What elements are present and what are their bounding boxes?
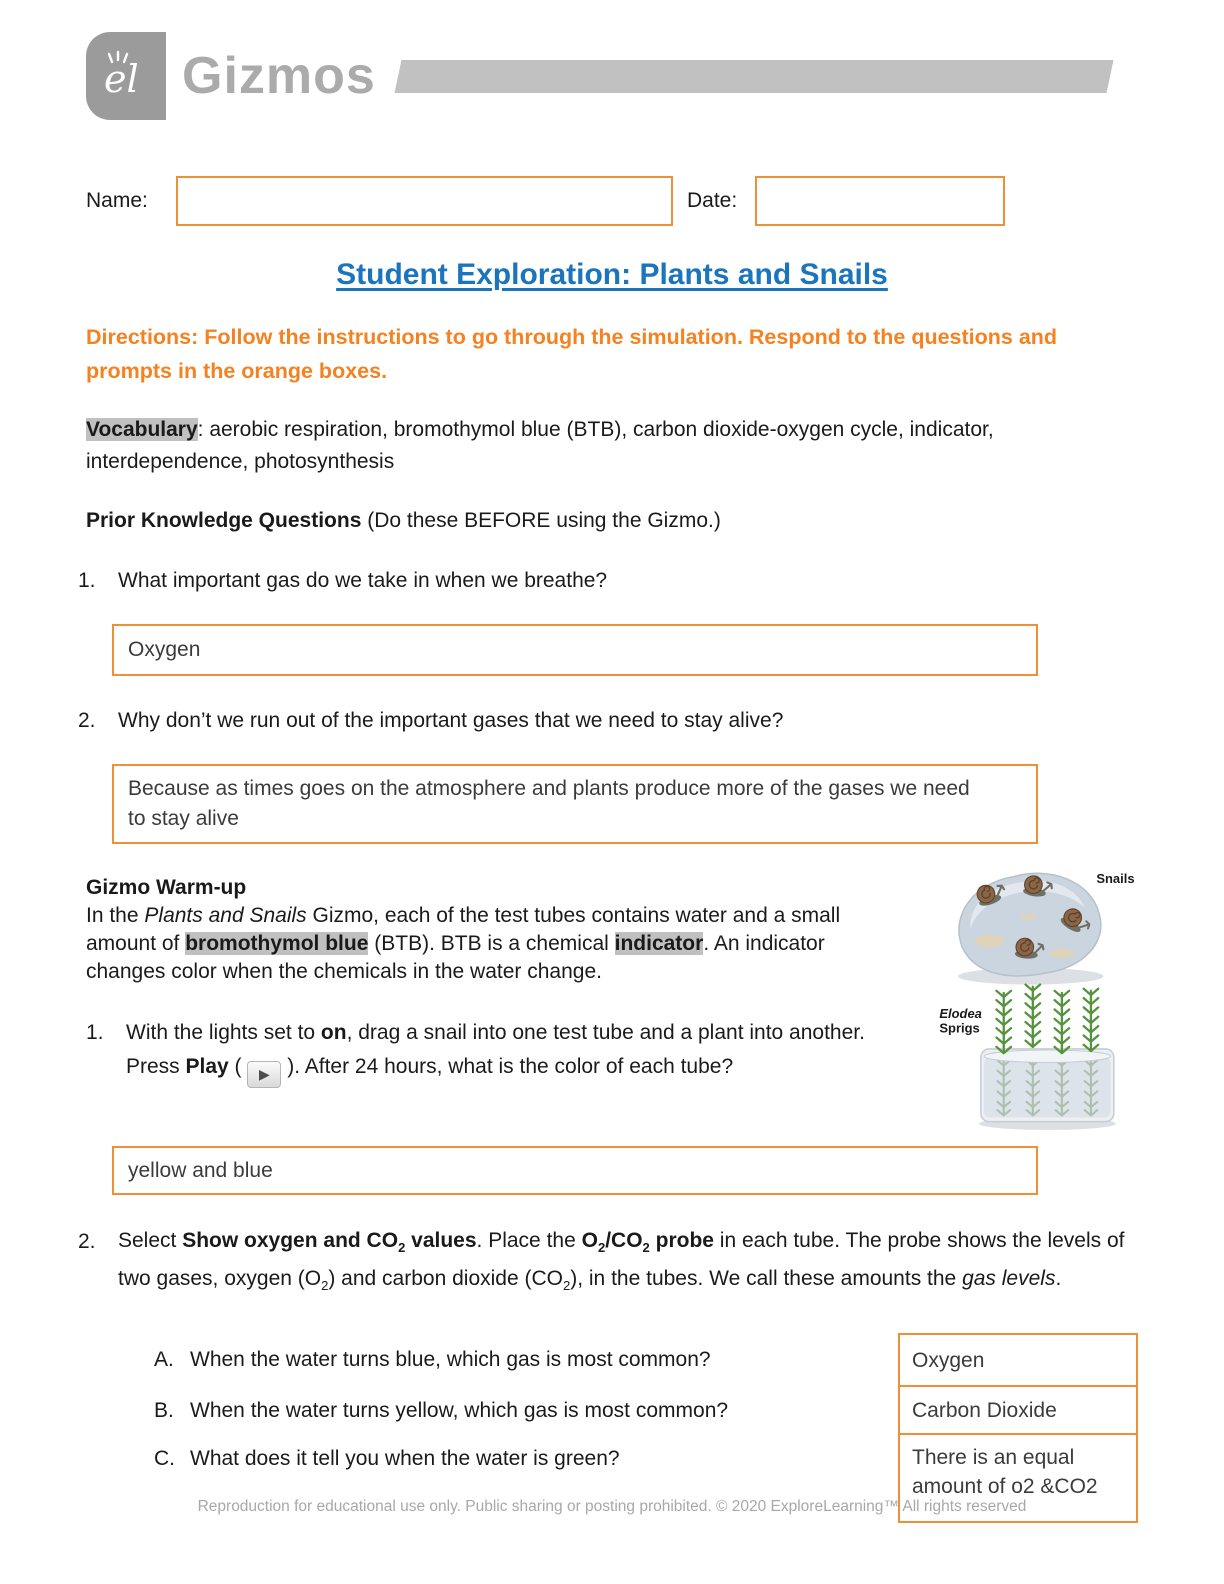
warmup-paragraph: In the Plants and Snails Gizmo, each of the test tubes contains water and a small amount of bromothymol blue (BTB). BTB is a chemical indicator. An indicator changes color when the chemicals in the water change. bbox=[86, 904, 841, 983]
name-label: Name: bbox=[86, 189, 148, 212]
subquestion-text: When the water turns yellow, which gas is most common? bbox=[190, 1399, 729, 1423]
directions-text: Directions: Follow the instructions to go through the simulation. Respond to the questions and prompts in the orange boxes. bbox=[86, 325, 1058, 383]
answer-box-yellow-gas[interactable] bbox=[898, 1385, 1138, 1435]
elodea-label: Elodea bbox=[939, 1005, 982, 1021]
subquestion-letter: B. bbox=[154, 1399, 174, 1423]
question-number: 2. bbox=[78, 1230, 96, 1253]
explorelearning-logo bbox=[86, 32, 166, 120]
play-button-icon bbox=[247, 1061, 281, 1088]
subquestion-text: When the water turns blue, which gas is most common? bbox=[190, 1348, 711, 1372]
answer-box-blue-gas[interactable] bbox=[898, 1333, 1138, 1387]
question-number: 1. bbox=[78, 569, 96, 592]
snails-elodea-illustration bbox=[938, 860, 1138, 1138]
sprigs-label: Sprigs bbox=[939, 1020, 980, 1036]
answer-text: Carbon Dioxide bbox=[912, 1398, 1057, 1422]
answer-text: Because as times goes on the atmosphere and plants produce more of the gases we need to stay alive bbox=[128, 777, 970, 830]
pk-question-1 bbox=[78, 566, 1138, 596]
answer-text: There is an equal amount of o2 &CO2 bbox=[912, 1446, 1098, 1499]
brand-header bbox=[86, 30, 1138, 122]
question-text: With the lights set to on, drag a snail into one test tube and a plant into another. Press Play ( ▶ ). After 24 hours, what is the color of each tube? bbox=[126, 1016, 898, 1088]
answer-text: Oxygen bbox=[128, 638, 201, 661]
snails-elodea-image bbox=[938, 860, 1138, 1132]
subquestion-letter: A. bbox=[154, 1348, 174, 1372]
warmup-heading: Gizmo Warm-up bbox=[86, 876, 247, 899]
date-label: Date: bbox=[687, 189, 738, 212]
brand-name: Gizmos bbox=[182, 47, 376, 105]
question-number: 2. bbox=[78, 709, 96, 732]
question-text: Why don’t we run out of the important gases that we need to stay alive? bbox=[118, 709, 784, 732]
question-text: Select Show oxygen and $CO_2$ values. Place the $O_2/CO_2$ probe in each tube. The probe shows the levels of two gases, oxygen $(O_2)$ and carbon dioxide $(CO_2)$, in the tubes. We call these amounts the gas levels. bbox=[118, 1229, 1125, 1294]
name-date-row bbox=[86, 176, 1138, 226]
play-icon: ▶ bbox=[259, 1066, 270, 1082]
pk-question-2 bbox=[78, 706, 1138, 736]
explorelearning-monogram-icon bbox=[94, 44, 158, 108]
subquestion-table bbox=[154, 1333, 1138, 1523]
answer-box-gases[interactable] bbox=[112, 764, 1038, 844]
subquestion-letter: C. bbox=[154, 1447, 175, 1471]
svg-text:el: el bbox=[104, 57, 139, 101]
warmup-section bbox=[78, 870, 1138, 1523]
question-text: What important gas do we take in when we breathe? bbox=[118, 569, 608, 592]
warmup-question-1 bbox=[86, 1016, 898, 1088]
answer-text: Oxygen bbox=[912, 1348, 985, 1372]
question-number: 1. bbox=[86, 1021, 104, 1044]
warmup-question-2 bbox=[78, 1225, 1138, 1301]
date-input[interactable] bbox=[755, 176, 1005, 226]
copyright-footer: Reproduction for educational use only. Public sharing or posting prohibited. © 2020 ExploreLearning™ All rights reserved bbox=[197, 1498, 1027, 1515]
snails-label: Snails bbox=[1096, 870, 1135, 886]
vocabulary-term: Vocabulary bbox=[86, 418, 198, 441]
subquestion-text: What does it tell you when the water is green? bbox=[190, 1447, 620, 1471]
subquestion-a bbox=[154, 1333, 898, 1387]
prior-knowledge-heading: Prior Knowledge Questions (Do these BEFORE using the Gizmo.) bbox=[86, 509, 721, 532]
answer-text: yellow and blue bbox=[128, 1158, 273, 1182]
vocabulary-paragraph bbox=[86, 414, 1138, 478]
subquestion-b bbox=[154, 1387, 898, 1435]
answer-box-tube-colors[interactable] bbox=[112, 1146, 1038, 1195]
vocabulary-list: : aerobic respiration, bromothymol blue (BTB), carbon dioxide-oxygen cycle, indicator, interdependence, photosynthesis bbox=[86, 418, 994, 473]
elodea-sprigs bbox=[996, 985, 1098, 1054]
name-input[interactable] bbox=[176, 176, 673, 226]
page-title: Student Exploration: Plants and Snails bbox=[336, 258, 888, 291]
brand-bar bbox=[394, 60, 1113, 93]
answer-box-breathe[interactable] bbox=[112, 624, 1038, 676]
